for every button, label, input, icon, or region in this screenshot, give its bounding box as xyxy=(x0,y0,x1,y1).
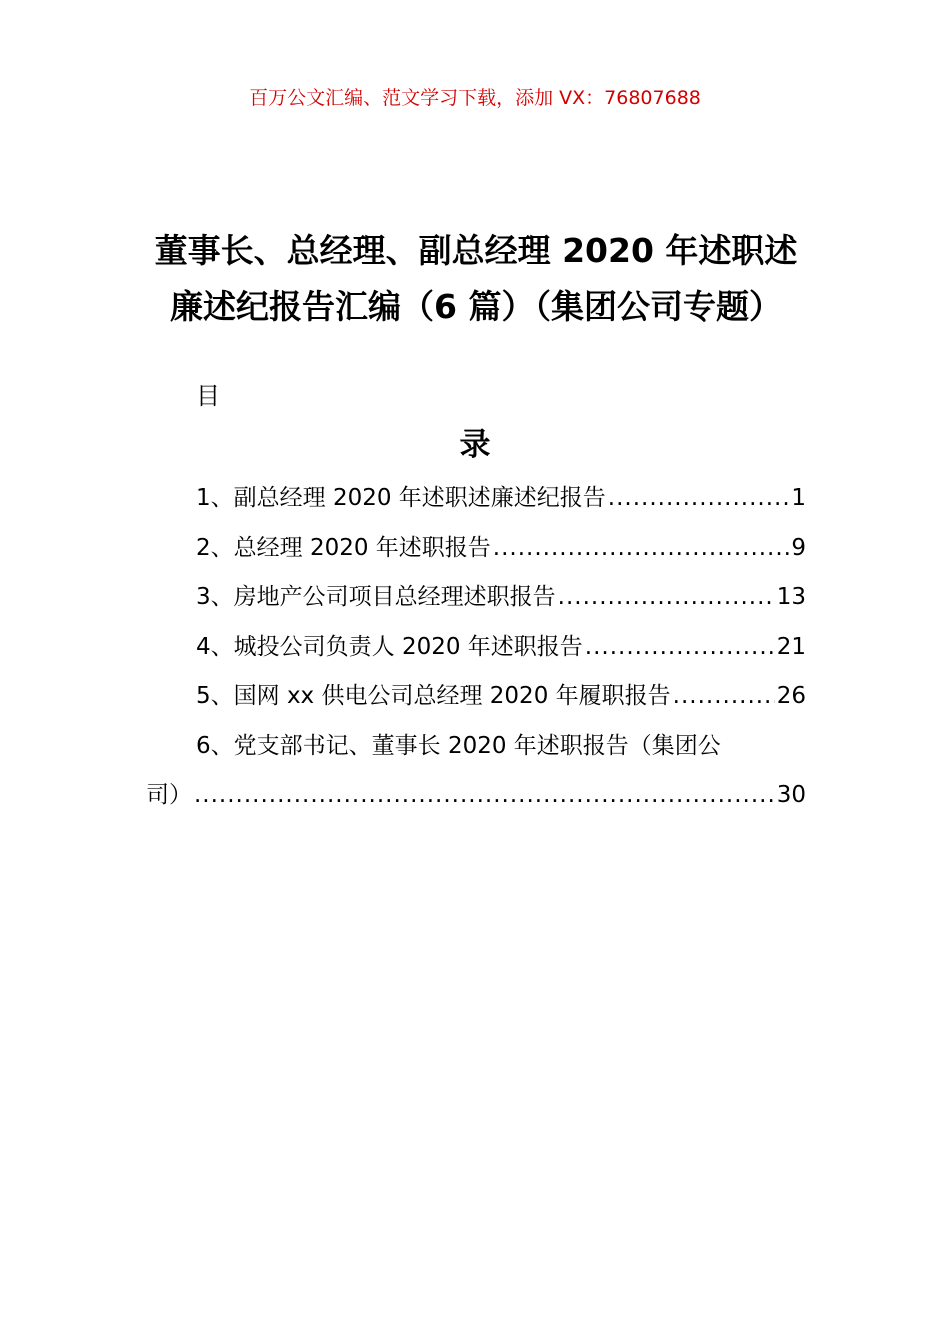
toc-entry-5[interactable] xyxy=(146,672,806,722)
toc-entry-text: 3、房地产公司项目总经理述职报告 xyxy=(196,584,556,610)
toc-entry-text: 4、城投公司负责人 2020 年述职报告 xyxy=(196,633,583,660)
toc-entry-text: 司） xyxy=(146,782,192,808)
toc-entry-text: 2、总经理 2020 年述职报告 xyxy=(196,534,491,561)
toc-dot-leader xyxy=(493,524,790,574)
toc-dot-leader xyxy=(194,771,775,821)
toc-entry-page: 30 xyxy=(776,782,806,808)
toc-entry-6-line-2[interactable] xyxy=(146,771,806,821)
toc-entry-3[interactable] xyxy=(146,573,806,623)
toc-entry-1[interactable] xyxy=(146,474,806,524)
toc-dot-leader xyxy=(608,474,790,524)
document-title xyxy=(146,223,806,335)
toc-entry-page: 13 xyxy=(776,584,806,610)
toc-entry-page: 21 xyxy=(776,633,806,660)
toc-entry-4[interactable] xyxy=(146,623,806,673)
toc-heading-part-2: 录 xyxy=(459,427,491,463)
toc-entry-page: 1 xyxy=(791,485,806,511)
document-title-line-1: 董事长、总经理、副总经理 2020 年述职述 xyxy=(154,231,798,270)
toc-entry-6-line-1[interactable] xyxy=(146,722,806,772)
toc-entry-text: 6、党支部书记、董事长 2020 年述职报告（集团公 xyxy=(196,732,721,759)
toc-entry-text: 5、国网 xx 供电公司总经理 2020 年履职报告 xyxy=(196,683,671,709)
toc-entry-page: 9 xyxy=(791,534,806,561)
toc-entry-2[interactable] xyxy=(146,524,806,574)
toc-entry-text: 1、副总经理 2020 年述职述廉述纪报告 xyxy=(196,485,606,511)
toc-dot-leader xyxy=(558,573,775,623)
toc-heading-part-1: 目 xyxy=(196,382,220,410)
toc-dot-leader xyxy=(673,672,775,722)
table-of-contents xyxy=(146,474,806,821)
toc-entry-page: 26 xyxy=(776,683,806,709)
toc-dot-leader xyxy=(585,623,775,673)
watermark-header-note: 百万公文汇编、范文学习下载，添加 VX：76807688 xyxy=(249,87,701,109)
document-title-line-2: 廉述纪报告汇编（6 篇）（集团公司专题） xyxy=(170,287,782,326)
